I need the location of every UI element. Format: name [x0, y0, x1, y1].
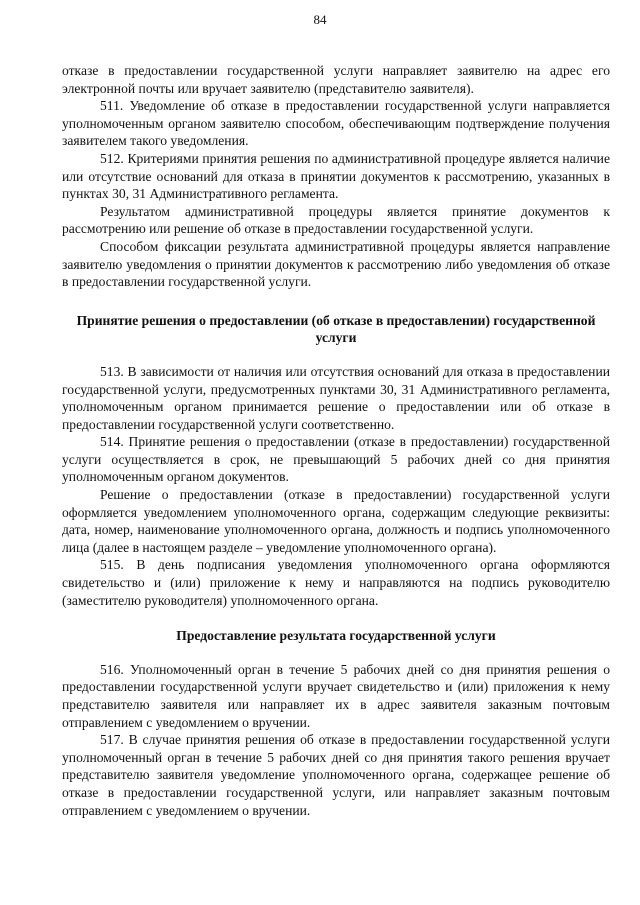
paragraph: отказе в предоставлении государственной услуги направляет заявителю на адрес его электронной почты или вручает заявителю (представителю заявителя). [62, 63, 610, 96]
paragraph: 516. Уполномоченный орган в течение 5 рабочих дней со дня принятия решения о предоставлении государственной услуги вручает свидетельство и (или) приложения к нему представителю заявителя или направляет их в адрес заявителя заказным почтовым отправлением с уведомлением о вручении. [62, 661, 610, 730]
paragraph: 511. Уведомление об отказе в предоставлении государственной услуги направляется уполномоченным органом заявителю способом, обеспечивающим подтверждение получения заявителем такого уведомления. [62, 98, 610, 149]
paragraph: Способом фиксации результата административной процедуры является направление заявителю уведомления о принятии документов к рассмотрению либо уведомления об отказе в предоставлении государственной услуги. [62, 238, 610, 290]
paragraph: Решение о предоставлении (отказе в предоставлении) государственной услуги оформляется уведомлением уполномоченного органа, содержащим следующие реквизиты: дата, номер, наименование уполномоченного органа, должность и подпись уполномоченного лица (далее в настоящем разделе – уведомление уполномоченного органа). [62, 487, 610, 555]
paragraph: 514. Принятие решения о предоставлении (отказе в предоставлении) государственной услуги осуществляется в срок, не превышающий 5 рабочих дней со дня принятия уполномоченным органом документов. [62, 434, 610, 485]
section-heading: Принятие решения о предоставлении (об отказе в предоставлении) государственной услуги [76, 312, 596, 346]
paragraph: Результатом административной процедуры является принятие документов к рассмотрению или решение об отказе в предоставлении государственной услуги. [62, 203, 610, 237]
paragraph: 517. В случае принятия решения об отказе в предоставлении государственной услуги уполномоченный орган в течение 5 рабочих дней со дня принятия такого решения вручает представителю заявителя уведомление уполномоченного органа, содержащее решение об отказе в предоставлении государственной услуги, или направляет заказным почтовым отправлением с уведомлением о вручении. [62, 732, 610, 818]
document-body [62, 62, 610, 819]
paragraph: 513. В зависимости от наличия или отсутствия оснований для отказа в предоставлении государственной услуги, предусмотренных пунктами 30, 31 Административного регламента, уполномоченным органом принимается решение о предоставлении или об отказе в предоставлении государственной услуги соответственно. [62, 363, 610, 432]
section-heading: Предоставление результата государственной услуги [176, 628, 496, 644]
paragraph: 512. Критериями принятия решения по административной процедуре является наличие или отсутствие оснований для отказа в принятии документов к рассмотрению, указанных в пунктах 30, 31 Административного регламента. [62, 150, 610, 202]
page-number: 84 [313, 12, 327, 27]
paragraph: 515. В день подписания уведомления уполномоченного органа оформляются свидетельство и (или) приложение к нему и направляются на подпись руководителю (заместителю руководителя) уполномоченного органа. [62, 557, 610, 608]
